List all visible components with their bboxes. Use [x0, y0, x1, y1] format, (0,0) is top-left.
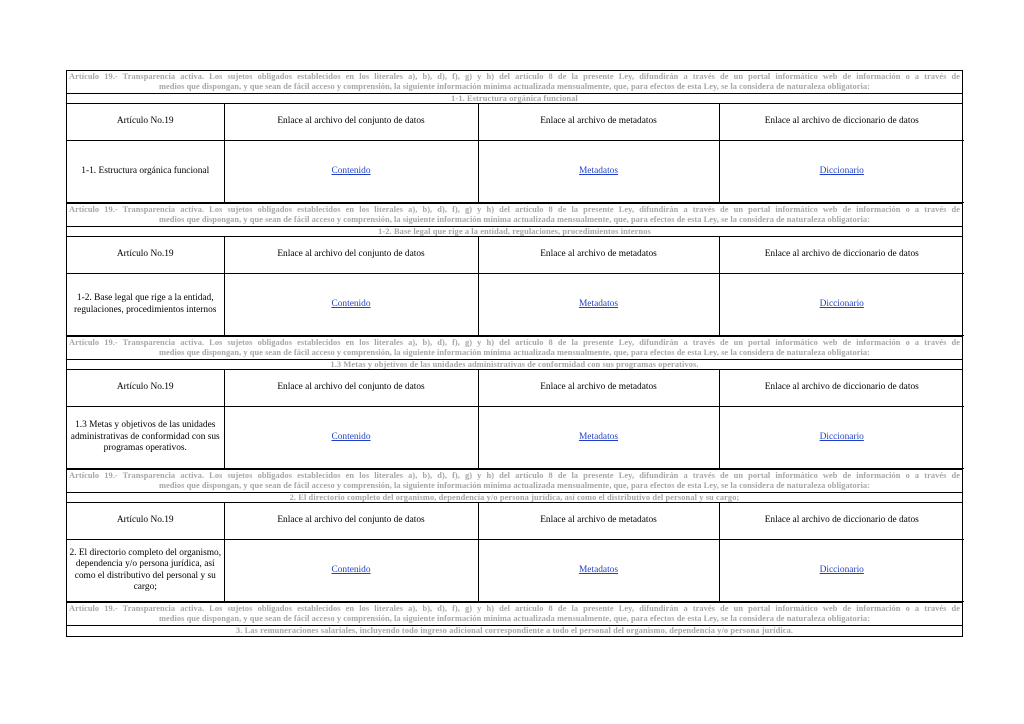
article-header-line2: medios que dispongan, y que sean de fácil acceso y comprensión, la siguiente información mínima actualizada mensualmente, que, para efectos de esta Ley, se la considera de naturaleza obligatoria:	[159, 215, 870, 224]
col-article: Artículo No.19	[67, 503, 224, 540]
content-link[interactable]: Contenido	[331, 431, 371, 442]
dictionary-link[interactable]: Diccionario	[819, 564, 864, 575]
col-dictionary: Enlace al archivo de diccionario de datos	[719, 503, 964, 540]
article-header	[67, 602, 962, 625]
col-dictionary: Enlace al archivo de diccionario de datos	[719, 370, 964, 407]
transparency-document	[66, 70, 963, 637]
article-header-line1: Artículo 19.- Transparencia activa. Los sujetos obligados establecidos en los literales a), b), d), f), g) y h) del artículo 8 de la presente Ley, difundirán a través de un portal informático web de información o a través de	[69, 205, 960, 214]
section-table	[67, 503, 964, 602]
section-block-1-1	[66, 70, 963, 203]
col-dataset: Enlace al archivo del conjunto de datos	[224, 237, 478, 274]
col-article: Artículo No.19	[67, 237, 224, 274]
article-header	[67, 336, 962, 359]
item-label: 2. El directorio completo del organismo, dependencia y/o persona jurídica, así como el distributivo del personal y su cargo;	[67, 540, 224, 602]
article-header	[67, 203, 962, 226]
table-row	[67, 274, 964, 336]
column-header-row	[67, 104, 964, 141]
table-row	[67, 540, 964, 602]
dictionary-link[interactable]: Diccionario	[819, 298, 864, 309]
item-label: 1.3 Metas y objetivos de las unidades administrativas de conformidad con sus programas operativos.	[67, 407, 224, 469]
section-block-1-3	[66, 336, 963, 469]
article-header	[67, 70, 962, 93]
col-metadata: Enlace al archivo de metadatos	[478, 370, 719, 407]
metadata-link[interactable]: Metadatos	[578, 298, 619, 309]
col-dataset: Enlace al archivo del conjunto de datos	[224, 370, 478, 407]
article-header-line2: medios que dispongan, y que sean de fácil acceso y comprensión, la siguiente información mínima actualizada mensualmente, que, para efectos de esta Ley, se la considera de naturaleza obligatoria:	[159, 82, 870, 91]
section-title: 1-2. Base legal que rige a la entidad, regulaciones, procedimientos internos	[67, 226, 962, 237]
article-header	[67, 469, 962, 492]
col-dictionary: Enlace al archivo de diccionario de datos	[719, 104, 964, 141]
content-link[interactable]: Contenido	[331, 165, 371, 176]
section-block-1-2	[66, 203, 963, 336]
section-table	[67, 370, 964, 469]
table-row	[67, 141, 964, 203]
dictionary-link[interactable]: Diccionario	[819, 431, 864, 442]
metadata-link[interactable]: Metadatos	[578, 165, 619, 176]
section-title: 1-1. Estructura orgánica funcional	[67, 93, 962, 104]
section-title: 3. Las remuneraciones salariales, incluyendo todo ingreso adicional correspondiente a todo el personal del organismo, dependencia y/o persona jurídica.	[67, 625, 962, 636]
content-link[interactable]: Contenido	[331, 564, 371, 575]
col-metadata: Enlace al archivo de metadatos	[478, 503, 719, 540]
article-header-line2: medios que dispongan, y que sean de fácil acceso y comprensión, la siguiente información mínima actualizada mensualmente, que, para efectos de esta Ley, se la considera de naturaleza obligatoria:	[159, 348, 870, 357]
column-header-row	[67, 370, 964, 407]
section-block-2	[66, 469, 963, 602]
article-header-line1: Artículo 19.- Transparencia activa. Los sujetos obligados establecidos en los literales a), b), d), f), g) y h) del artículo 8 de la presente Ley, difundirán a través de un portal informático web de información o a través de	[69, 72, 960, 81]
item-label: 1-1. Estructura orgánica funcional	[67, 141, 224, 203]
section-table	[67, 104, 964, 203]
section-table	[67, 237, 964, 336]
metadata-link[interactable]: Metadatos	[578, 564, 619, 575]
article-header-line1: Artículo 19.- Transparencia activa. Los sujetos obligados establecidos en los literales a), b), d), f), g) y h) del artículo 8 de la presente Ley, difundirán a través de un portal informático web de información o a través de	[69, 338, 960, 347]
section-title: 1.3 Metas y objetivos de las unidades administrativas de conformidad con sus programas operativos.	[67, 359, 962, 370]
item-label: 1-2. Base legal que rige a la entidad, regulaciones, procedimientos internos	[67, 274, 224, 336]
col-dataset: Enlace al archivo del conjunto de datos	[224, 104, 478, 141]
col-metadata: Enlace al archivo de metadatos	[478, 104, 719, 141]
section-title: 2. El directorio completo del organismo, dependencia y/o persona jurídica, así como el distributivo del personal y su cargo;	[67, 492, 962, 503]
table-row	[67, 407, 964, 469]
col-dictionary: Enlace al archivo de diccionario de datos	[719, 237, 964, 274]
col-article: Artículo No.19	[67, 370, 224, 407]
col-article: Artículo No.19	[67, 104, 224, 141]
article-header-line2: medios que dispongan, y que sean de fácil acceso y comprensión, la siguiente información mínima actualizada mensualmente, que, para efectos de esta Ley, se la considera de naturaleza obligatoria:	[159, 614, 870, 623]
col-metadata: Enlace al archivo de metadatos	[478, 237, 719, 274]
metadata-link[interactable]: Metadatos	[578, 431, 619, 442]
dictionary-link[interactable]: Diccionario	[819, 165, 864, 176]
article-header-line2: medios que dispongan, y que sean de fácil acceso y comprensión, la siguiente información mínima actualizada mensualmente, que, para efectos de esta Ley, se la considera de naturaleza obligatoria:	[159, 481, 870, 490]
column-header-row	[67, 237, 964, 274]
article-header-line1: Artículo 19.- Transparencia activa. Los sujetos obligados establecidos en los literales a), b), d), f), g) y h) del artículo 8 de la presente Ley, difundirán a través de un portal informático web de información o a través de	[69, 471, 960, 480]
article-header-line1: Artículo 19.- Transparencia activa. Los sujetos obligados establecidos en los literales a), b), d), f), g) y h) del artículo 8 de la presente Ley, difundirán a través de un portal informático web de información o a través de	[69, 604, 960, 613]
col-dataset: Enlace al archivo del conjunto de datos	[224, 503, 478, 540]
section-block-3	[66, 602, 963, 637]
content-link[interactable]: Contenido	[331, 298, 371, 309]
column-header-row	[67, 503, 964, 540]
